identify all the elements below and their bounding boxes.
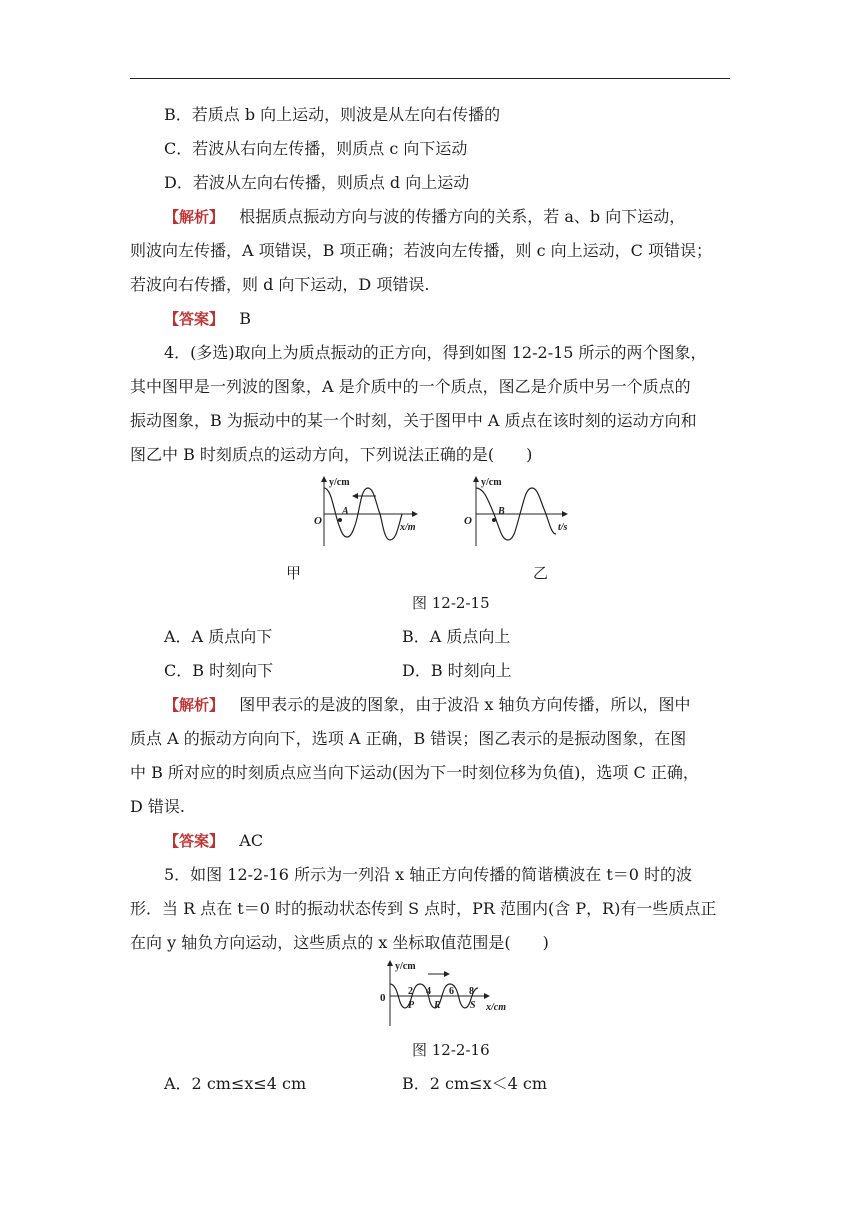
q3-answer-tag: 【答案】	[164, 310, 225, 328]
q5-stem-line-3: 在向 y 轴负方向运动，这些质点的 x 坐标取值范围是( )	[130, 933, 549, 952]
q3-analysis-tag: 【解析】	[164, 208, 225, 226]
q4-option-a: A．A 质点向下	[164, 627, 273, 646]
q4-option-d: D．B 时刻向上	[402, 661, 512, 680]
fig16-point-p: P	[408, 1000, 415, 1011]
q5-stem-line-1: 5．如图 12-2-16 所示为一列沿 x 轴正方向传播的简谐横波在 t＝0 时的波	[164, 865, 693, 884]
q3-analysis-line-3: 若波向右传播，则 d 向下运动，D 项错误.	[130, 275, 430, 294]
q4-answer-line	[164, 833, 263, 849]
yi-ylabel: y/cm	[481, 477, 502, 488]
option-b-prev: B．若质点 b 向上运动，则波是从左向右传播的	[164, 105, 501, 124]
q4-analysis-line-4: D 错误.	[130, 797, 186, 816]
jia-ylabel: y/cm	[329, 477, 350, 488]
q4-stem-line-3: 振动图象，B 为振动中的某一个时刻，关于图甲中 A 质点在该时刻的运动方向和	[130, 411, 697, 430]
q4-option-c: C．B 时刻向下	[164, 661, 274, 680]
q5-stem-line-2: 形．当 R 点在 t＝0 时的振动状态传到 S 点时，PR 范围内(含 P，R)有一些质点正	[130, 899, 717, 918]
yi-point: B	[498, 506, 505, 517]
q5-option-a: A．2 cm≤x≤4 cm	[164, 1074, 307, 1093]
figure-caption-12-2-16: 图 12-2-16	[412, 1041, 490, 1059]
fig16-origin: 0	[380, 992, 386, 1004]
figure-jia-wave	[312, 474, 424, 550]
q4-stem-line-1: 4．(多选)取向上为质点振动的正方向，得到如图 12-2-15 所示的两个图象，	[164, 343, 707, 362]
caption-yi: 乙	[533, 564, 549, 582]
q3-analysis-text-1: 根据质点振动方向与波的传播方向的关系，若 a、b 向下运动，	[239, 207, 686, 226]
q4-analysis-text-1: 图甲表示的是波的图象，由于波沿 x 轴负方向传播，所以，图中	[239, 695, 691, 714]
figure-caption-12-2-15: 图 12-2-15	[412, 594, 490, 612]
q3-analysis-line-1	[164, 209, 685, 225]
figure-12-2-16-wave	[376, 958, 516, 1030]
q4-stem-line-2: 其中图甲是一列波的图象，A 是介质中的一个质点，图乙是介质中另一个质点的	[130, 377, 691, 396]
q3-answer-line	[164, 311, 251, 327]
figure-yi-vibration	[462, 474, 574, 550]
q4-analysis-line-1	[164, 697, 690, 713]
fig16-tick-8: 8	[469, 986, 474, 997]
q4-option-b: B．A 质点向上	[402, 627, 511, 646]
fig16-tick-2: 2	[408, 986, 413, 997]
q4-analysis-line-2: 质点 A 的振动方向向下，选项 A 正确，B 错误；图乙表示的是振动图象，在图	[130, 729, 687, 748]
fig16-point-r: R	[434, 1000, 441, 1011]
q4-analysis-line-3: 中 B 所对应的时刻质点应当向下运动(因为下一时刻位移为负值)，选项 C 正确，	[130, 763, 699, 782]
option-c-prev: C．若波从右向左传播，则质点 c 向下运动	[164, 139, 468, 158]
fig16-tick-6: 6	[449, 986, 454, 997]
fig16-ylabel: y/cm	[395, 961, 416, 972]
yi-origin: O	[464, 515, 472, 527]
jia-origin: O	[314, 515, 322, 527]
fig16-point-s: S	[470, 1000, 476, 1011]
jia-xlabel: x/m	[400, 522, 416, 533]
option-d-prev: D．若波从左向右传播，则质点 d 向上运动	[164, 173, 470, 192]
fig16-xlabel: x/cm	[486, 1002, 506, 1013]
caption-jia: 甲	[286, 564, 302, 582]
q3-analysis-line-2: 则波向左传播，A 项错误，B 项正确；若波向左传播，则 c 向上运动，C 项错误；	[130, 241, 712, 260]
q5-option-b: B．2 cm≤x＜4 cm	[402, 1074, 547, 1093]
header-rule	[130, 78, 730, 79]
q4-stem-line-4: 图乙中 B 时刻质点的运动方向，下列说法正确的是( )	[130, 445, 533, 464]
q4-answer-tag: 【答案】	[164, 832, 225, 850]
q4-analysis-tag: 【解析】	[164, 696, 225, 714]
fig16-tick-4: 4	[426, 986, 431, 997]
q3-answer: B	[239, 309, 252, 328]
jia-point: A	[342, 506, 349, 517]
q4-answer: AC	[239, 831, 264, 850]
yi-xlabel: t/s	[558, 522, 568, 533]
